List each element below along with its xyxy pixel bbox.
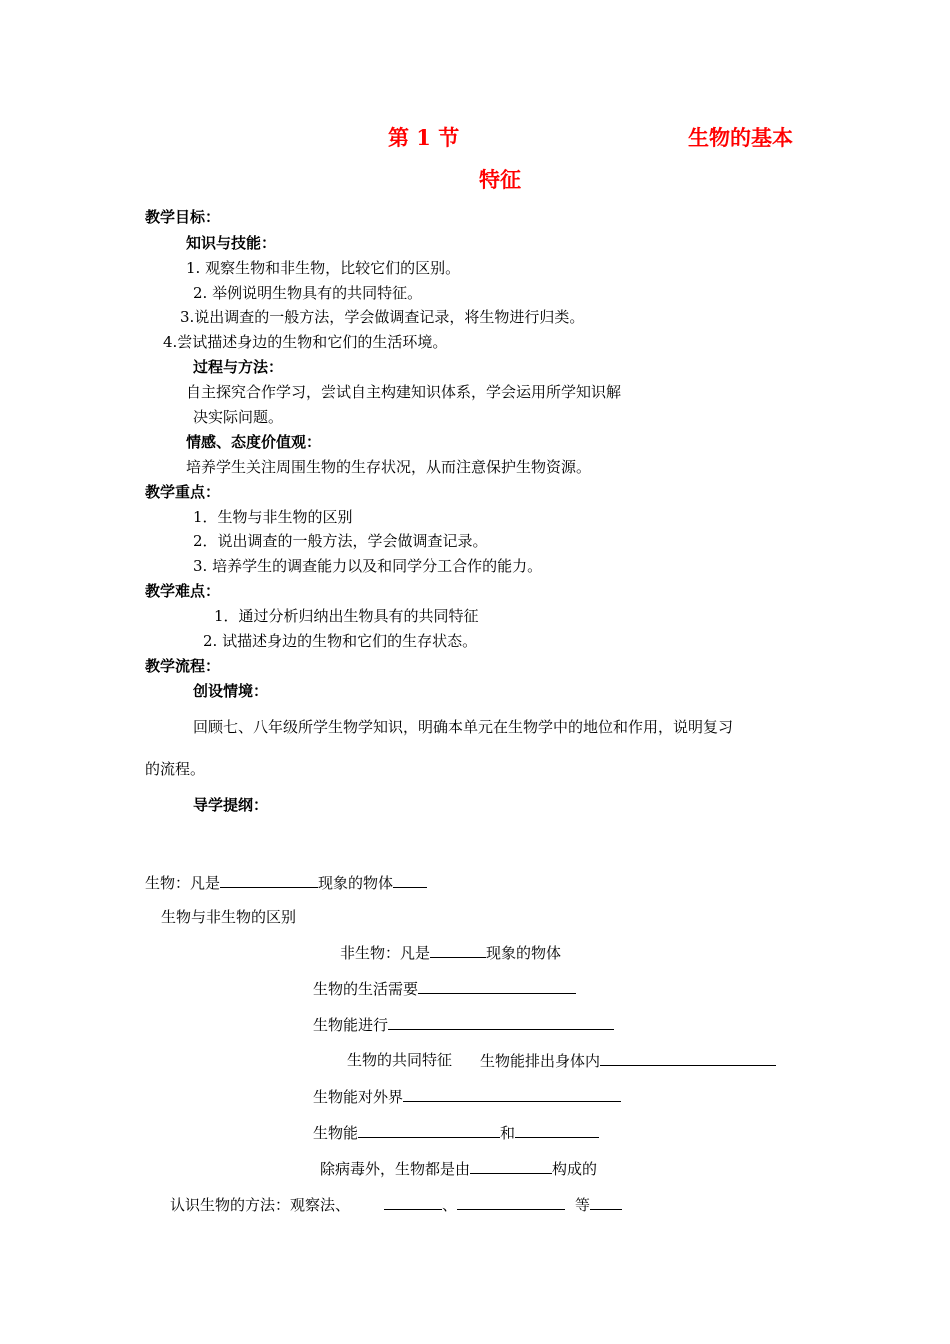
title-part-2: 生物的基本 (688, 125, 793, 150)
outline-methods-separator: 、 (442, 1196, 458, 1214)
scenario-heading: 创设情境： (193, 682, 269, 700)
outline-cells-suffix: 构成的 (552, 1160, 598, 1178)
blank-method-2[interactable] (457, 1194, 565, 1210)
outline-grow-prefix: 生物能 (313, 1124, 359, 1142)
emotion-heading: 情感、态度价值观： (186, 433, 322, 451)
key-point-1: 1．生物与非生物的区别 (193, 508, 353, 526)
outline-methods-prefix: 认识生物的方法：观察法、 (170, 1196, 351, 1214)
outline-grow-and: 和 (500, 1124, 516, 1142)
key-point-3: 3. 培养学生的调查能力以及和同学分工合作的能力。 (193, 557, 543, 575)
title-part-1: 第 1 节 (388, 125, 460, 150)
outline-living-prefix: 生物：凡是 (145, 874, 221, 892)
blank-method-end[interactable] (590, 1194, 622, 1210)
key-point-2: 2．说出调查的一般方法，学会做调查记录。 (193, 532, 488, 550)
blank-needs[interactable] (418, 978, 576, 994)
blank-respond[interactable] (403, 1086, 621, 1102)
knowledge-item-4: 4.尝试描述身边的生物和它们的生活环境。 (163, 333, 448, 351)
outline-excrete-label: 生物能排出身体内 (480, 1052, 601, 1070)
outline-respond (313, 1086, 621, 1107)
outline-living (145, 872, 427, 893)
blank-cells[interactable] (470, 1158, 552, 1174)
blank-living-phenomenon[interactable] (220, 872, 318, 888)
outline-excrete (480, 1050, 776, 1071)
blank-can-do[interactable] (388, 1014, 614, 1030)
blank-grow-2[interactable] (515, 1122, 599, 1138)
blank-living-end[interactable] (393, 872, 427, 888)
knowledge-heading: 知识与技能： (186, 234, 277, 252)
knowledge-item-3: 3.说出调查的一般方法，学会做调查记录，将生物进行归类。 (180, 308, 585, 326)
emotion-text: 培养学生关注周围生物的生存状况，从而注意保护生物资源。 (186, 458, 592, 476)
outline-difference: 生物与非生物的区别 (161, 908, 297, 926)
process-heading: 教学流程： (145, 657, 221, 675)
outline-can-do (313, 1014, 614, 1035)
blank-method-1[interactable] (384, 1194, 442, 1210)
outline-nonliving-prefix: 非生物：凡是 (340, 944, 431, 962)
outline-can-do-label: 生物能进行 (313, 1016, 389, 1034)
outline-living-suffix: 现象的物体 (318, 874, 394, 892)
outline-nonliving (340, 942, 561, 963)
process-method-heading: 过程与方法： (193, 358, 284, 376)
difficulties-heading: 教学难点： (145, 582, 221, 600)
process-method-line-1: 自主探究合作学习，尝试自主构建知识体系，学会运用所学知识解 (186, 383, 622, 401)
title-part-3: 特征 (479, 167, 521, 192)
outline-cells (320, 1158, 597, 1179)
outline-methods-suffix: 等 (575, 1196, 591, 1214)
outline-needs (313, 978, 576, 999)
objectives-heading: 教学目标： (145, 208, 221, 226)
outline-cells-prefix: 除病毒外，生物都是由 (320, 1160, 471, 1178)
outline-common-features: 生物的共同特征 (347, 1051, 453, 1069)
outline-nonliving-suffix: 现象的物体 (486, 944, 562, 962)
scenario-line-2: 的流程。 (145, 760, 206, 778)
blank-grow-1[interactable] (358, 1122, 500, 1138)
knowledge-item-1: 1. 观察生物和非生物，比较它们的区别。 (186, 259, 461, 277)
knowledge-item-2: 2. 举例说明生物具有的共同特征。 (193, 284, 423, 302)
outline-methods (170, 1194, 622, 1215)
process-method-line-2: 决实际问题。 (193, 408, 284, 426)
difficulty-2: 2. 试描述身边的生物和它们的生存状态。 (203, 632, 478, 650)
blank-excrete[interactable] (600, 1050, 776, 1066)
outline-respond-label: 生物能对外界 (313, 1088, 404, 1106)
outline-needs-label: 生物的生活需要 (313, 980, 419, 998)
difficulty-1: 1．通过分析归纳出生物具有的共同特征 (214, 607, 479, 625)
key-points-heading: 教学重点： (145, 483, 221, 501)
blank-nonliving-phenomenon[interactable] (430, 942, 486, 958)
scenario-line-1: 回顾七、八年级所学生物学知识，明确本单元在生物学中的地位和作用，说明复习 (193, 718, 734, 736)
outline-grow (313, 1122, 599, 1143)
outline-heading: 导学提纲： (193, 796, 269, 814)
